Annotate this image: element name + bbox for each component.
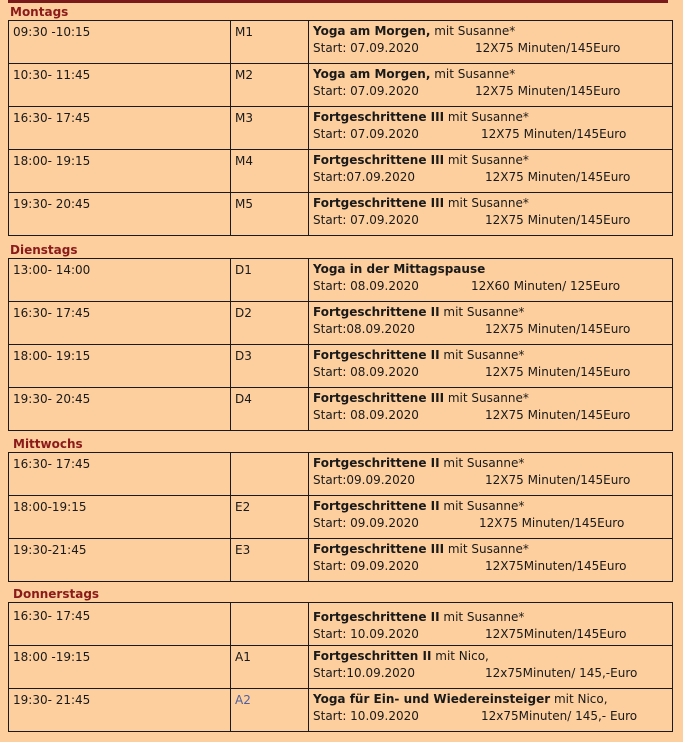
- day-heading-montags: Montags: [10, 5, 69, 19]
- schedule-table-mittwochs: [8, 452, 673, 582]
- course-name: Fortgeschrittene III: [313, 110, 445, 124]
- course-details: [313, 407, 672, 424]
- start-date: Start:08.09.2020: [313, 322, 416, 336]
- time-cell: 19:30- 21:45: [9, 689, 231, 732]
- start-date: Start: 07.09.2020: [313, 84, 419, 98]
- time-cell: 16:30- 17:45: [9, 302, 231, 345]
- course-teacher: mit Susanne*: [439, 456, 525, 470]
- time-cell: 18:00- 19:15: [9, 150, 231, 193]
- time-cell: 16:30- 17:45: [9, 453, 231, 496]
- start-date: Start: 07.09.2020: [313, 127, 419, 141]
- course-code: A2: [231, 689, 309, 732]
- course-title: [313, 498, 672, 515]
- course-title: [313, 109, 672, 126]
- course-details: [313, 321, 672, 338]
- course-code: M3: [231, 107, 309, 150]
- time-cell: 19:30-21:45: [9, 539, 231, 582]
- course-teacher: mit Susanne*: [444, 110, 529, 124]
- course-teacher: mit Susanne*: [430, 24, 516, 38]
- course-name: Fortgeschritten II: [313, 649, 432, 663]
- course-title: [313, 541, 672, 558]
- start-date: Start: 08.09.2020: [313, 279, 419, 293]
- table-row: [9, 107, 673, 150]
- course-name: Yoga für Ein- und Wiedereinsteiger: [313, 692, 551, 706]
- course-title: [313, 455, 672, 472]
- duration-price: 12X75 Minuten/145Euro: [475, 41, 621, 55]
- course-code: [231, 603, 309, 646]
- time-cell: 19:30- 20:45: [9, 193, 231, 236]
- day-heading-dienstags: Dienstags: [10, 243, 78, 257]
- duration-price: 12X75 Minuten/145Euro: [481, 127, 627, 141]
- course-details: [313, 169, 672, 186]
- course-teacher: mit Nico,: [431, 649, 489, 663]
- day-heading-donnerstags: Donnerstags: [13, 587, 100, 601]
- start-date: Start:07.09.2020: [313, 170, 416, 184]
- time-cell: 19:30- 20:45: [9, 388, 231, 431]
- course-description: [309, 539, 673, 582]
- course-teacher: mit Susanne*: [439, 305, 525, 319]
- course-name: Fortgeschrittene II: [313, 456, 440, 470]
- duration-price: 12X75 Minuten/145Euro: [485, 408, 631, 422]
- table-row: [9, 539, 673, 582]
- start-date: Start:09.09.2020: [313, 473, 416, 487]
- course-code: M1: [231, 21, 309, 64]
- course-name: Fortgeschrittene III: [313, 153, 445, 167]
- duration-price: 12X75 Minuten/145Euro: [475, 84, 621, 98]
- top-border: [0, 0, 683, 3]
- course-code: D3: [231, 345, 309, 388]
- start-date: Start: 08.09.2020: [313, 365, 419, 379]
- course-description: [309, 193, 673, 236]
- duration-price: 12X75 Minuten/145Euro: [485, 473, 631, 487]
- table-row: [9, 603, 673, 646]
- course-description: [309, 646, 673, 689]
- schedule-table-montags: [8, 20, 673, 236]
- course-description: [309, 453, 673, 496]
- course-code: E3: [231, 539, 309, 582]
- start-date: Start: 09.09.2020: [313, 559, 419, 573]
- course-name: Fortgeschrittene III: [313, 542, 445, 556]
- course-teacher: mit Nico,: [550, 692, 608, 706]
- table-row: [9, 150, 673, 193]
- course-title: [313, 648, 672, 665]
- course-details: [313, 515, 672, 532]
- course-title: [313, 609, 672, 626]
- course-name: Fortgeschrittene II: [313, 499, 440, 513]
- course-details: [313, 40, 672, 57]
- course-title: [313, 261, 672, 278]
- course-title: [313, 347, 672, 364]
- start-date: Start: 07.09.2020: [313, 213, 419, 227]
- duration-price: 12X75 Minuten/145Euro: [485, 365, 631, 379]
- time-cell: 16:30- 17:45: [9, 107, 231, 150]
- course-name: Yoga in der Mittagspause: [313, 262, 486, 276]
- duration-price: 12X75 Minuten/145Euro: [485, 170, 631, 184]
- course-teacher: mit Susanne*: [444, 196, 529, 210]
- course-teacher: mit Susanne*: [439, 610, 525, 624]
- course-code: [231, 453, 309, 496]
- table-row: [9, 388, 673, 431]
- course-name: Fortgeschrittene III: [313, 196, 445, 210]
- course-teacher: mit Susanne*: [439, 499, 525, 513]
- course-details: [313, 665, 672, 682]
- start-date: Start: 10.09.2020: [313, 627, 419, 641]
- course-title: [313, 195, 672, 212]
- course-details: [313, 212, 672, 229]
- table-row: [9, 689, 673, 732]
- course-teacher: mit Susanne*: [430, 67, 516, 81]
- time-cell: 16:30- 17:45: [9, 603, 231, 646]
- time-cell: 13:00- 14:00: [9, 259, 231, 302]
- course-title: [313, 390, 672, 407]
- table-row: [9, 259, 673, 302]
- course-code: M4: [231, 150, 309, 193]
- course-name: Yoga am Morgen,: [313, 24, 431, 38]
- day-heading-mittwochs: Mittwochs: [13, 437, 83, 451]
- course-details: [313, 472, 672, 489]
- course-title: [313, 304, 672, 321]
- duration-price: 12X75 Minuten/145Euro: [485, 322, 631, 336]
- start-date: Start: 07.09.2020: [313, 41, 419, 55]
- course-code: M5: [231, 193, 309, 236]
- course-details: [313, 83, 672, 100]
- duration-price: 12x75Minuten/ 145,-Euro: [485, 666, 638, 680]
- course-name: Fortgeschrittene II: [313, 348, 440, 362]
- course-teacher: mit Susanne*: [439, 348, 525, 362]
- course-name: Fortgeschrittene II: [313, 610, 440, 624]
- time-cell: 18:00-19:15: [9, 496, 231, 539]
- course-name: Yoga am Morgen,: [313, 67, 431, 81]
- duration-price: 12X75Minuten/145Euro: [485, 559, 627, 573]
- course-teacher: mit Susanne*: [444, 542, 529, 556]
- course-details: [313, 126, 672, 143]
- course-description: [309, 689, 673, 732]
- course-description: [309, 107, 673, 150]
- table-row: [9, 646, 673, 689]
- course-description: [309, 64, 673, 107]
- time-cell: 18:00- 19:15: [9, 345, 231, 388]
- course-description: [309, 302, 673, 345]
- course-code: D1: [231, 259, 309, 302]
- course-details: [313, 278, 672, 295]
- table-row: [9, 496, 673, 539]
- course-code: M2: [231, 64, 309, 107]
- course-description: [309, 603, 673, 646]
- duration-price: 12X75 Minuten/145Euro: [479, 516, 625, 530]
- course-title: [313, 691, 672, 708]
- course-description: [309, 150, 673, 193]
- table-row: [9, 302, 673, 345]
- start-date: Start:10.09.2020: [313, 666, 416, 680]
- course-description: [309, 496, 673, 539]
- course-teacher: mit Susanne*: [444, 153, 529, 167]
- start-date: Start: 08.09.2020: [313, 408, 419, 422]
- course-description: [309, 388, 673, 431]
- table-row: [9, 21, 673, 64]
- course-title: [313, 23, 672, 40]
- duration-price: 12X75Minuten/145Euro: [485, 627, 627, 641]
- course-code: D2: [231, 302, 309, 345]
- table-row: [9, 453, 673, 496]
- table-row: [9, 345, 673, 388]
- course-details: [313, 708, 672, 725]
- time-cell: 18:00 -19:15: [9, 646, 231, 689]
- schedule-table-dienstags: [8, 258, 673, 431]
- course-title: [313, 152, 672, 169]
- schedule-table-donnerstags: [8, 602, 673, 732]
- time-cell: 09:30 -10:15: [9, 21, 231, 64]
- course-details: [313, 626, 672, 643]
- course-name: Fortgeschrittene III: [313, 391, 445, 405]
- course-details: [313, 558, 672, 575]
- course-title: [313, 66, 672, 83]
- course-name: Fortgeschrittene II: [313, 305, 440, 319]
- course-description: [309, 21, 673, 64]
- duration-price: 12x75Minuten/ 145,- Euro: [481, 709, 638, 723]
- course-code: E2: [231, 496, 309, 539]
- course-description: [309, 259, 673, 302]
- course-teacher: mit Susanne*: [444, 391, 529, 405]
- start-date: Start: 10.09.2020: [313, 709, 419, 723]
- course-code: D4: [231, 388, 309, 431]
- table-row: [9, 64, 673, 107]
- course-code: A1: [231, 646, 309, 689]
- duration-price: 12X60 Minuten/ 125Euro: [471, 279, 621, 293]
- duration-price: 12X75 Minuten/145Euro: [485, 213, 631, 227]
- table-row: [9, 193, 673, 236]
- course-details: [313, 364, 672, 381]
- course-description: [309, 345, 673, 388]
- time-cell: 10:30- 11:45: [9, 64, 231, 107]
- start-date: Start: 09.09.2020: [313, 516, 419, 530]
